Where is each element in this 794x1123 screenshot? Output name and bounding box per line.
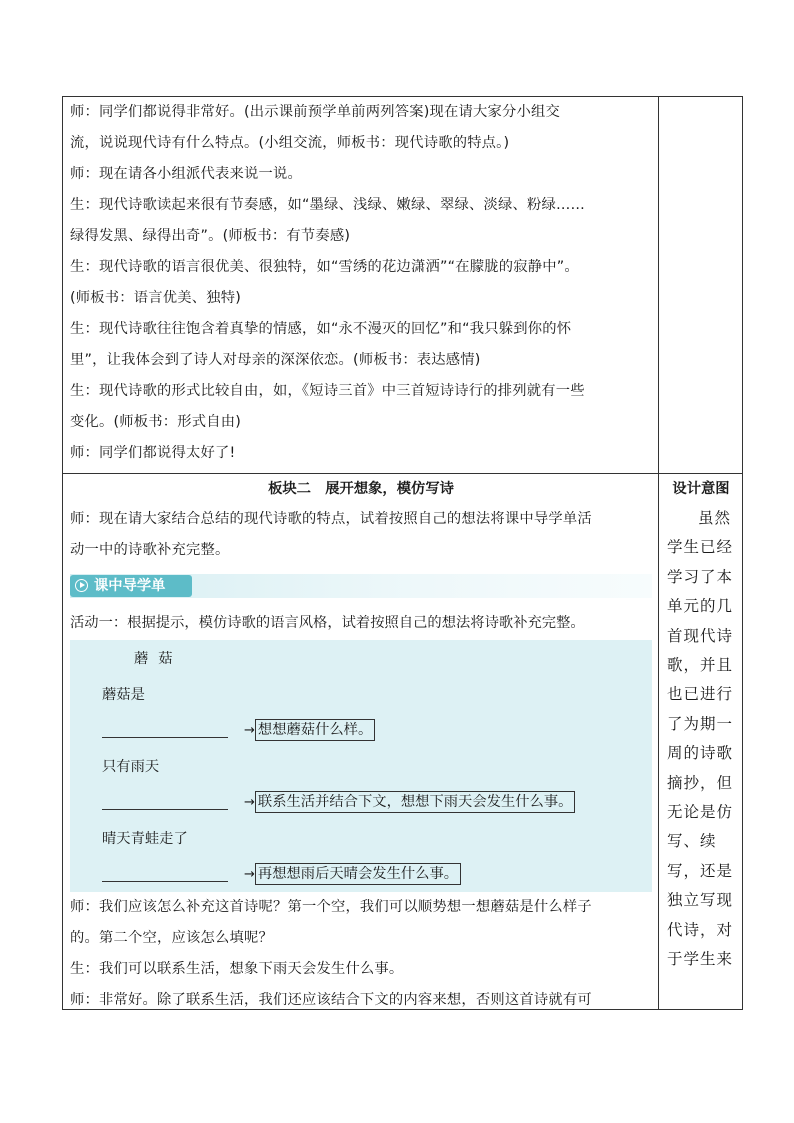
poem-line: 蘑菇是	[102, 687, 145, 703]
poem-line-row	[70, 820, 652, 856]
dialogue-line: 师：同学们都说得太好了!	[70, 445, 236, 461]
dialogue-line: 里”，让我体会到了诗人对母亲的深深依恋。(师板书：表达感情)	[70, 352, 481, 368]
guide-banner-label: 课中导学单	[94, 578, 166, 594]
dialogue-line: 师：同学们都说得非常好。(出示课前预学单前两列答案)现在请大家分小组交	[70, 104, 560, 120]
dialogue-line: 生：现代诗歌往往饱含着真挚的情感，如“永不漫灭的回忆”和“我只躲到你的怀	[70, 321, 572, 337]
fill-blank[interactable]	[102, 867, 228, 882]
poem-title-row	[70, 640, 652, 676]
dialogue-line: 师：非常好。除了联系生活，我们还应该结合下文的内容来想，否则这首诗就有可	[70, 992, 592, 1008]
dialogue-line: 师：现在请各小组派代表来说一说。	[70, 166, 302, 182]
dialogue-line: (师板书：语言优美、独特)	[70, 290, 242, 306]
poem-title: 蘑菇	[134, 651, 183, 667]
dialogue-line: 生：我们可以联系生活，想象下雨天会发生什么事。	[70, 961, 404, 977]
blank-row	[70, 784, 652, 820]
design-intent-text: 虽然学生已经学习了本单元的几首现代诗歌，并且也已进行了为期一周的诗歌摘抄，但无论是仿写、续写，还是独立写现代诗，对于学生来	[667, 509, 734, 969]
dialogue-line: 师：现在请大家结合总结的现代诗歌的特点，试着按照自己的想法将课中导学单活	[70, 511, 592, 527]
dialogue-line: 生：现代诗歌读起来很有节奏感，如“墨绿、浅绿、嫩绿、翠绿、淡绿、粉绿……	[70, 197, 585, 213]
dialogue-line: 绿得发黑、绿得出奇”。(师板书：有节奏感)	[70, 228, 351, 244]
design-intent-column	[659, 474, 743, 975]
dialogue-line: 变化。(师板书：形式自由)	[70, 414, 242, 430]
activity-instruction-text: 活动一：根据提示，模仿诗歌的语言风格，试着按照自己的想法将诗歌补充完整。	[70, 615, 585, 631]
hint-box: 再想想雨后天晴会发生什么事。	[255, 863, 461, 885]
dialogue-line: 生：现代诗歌的形式比较自由，如，《短诗三首》中三首短诗诗行的排列就有一些	[70, 383, 585, 399]
fill-blank[interactable]	[102, 795, 228, 810]
dialogue-line: 动一中的诗歌补充完整。	[70, 542, 230, 558]
arrow-icon: →	[244, 866, 255, 882]
guide-banner	[70, 574, 652, 598]
dialogue-line: 流，说说现代诗有什么特点。(小组交流，师板书：现代诗歌的特点。)	[70, 135, 510, 151]
blank-row	[70, 712, 652, 748]
dialogue-line: 生：现代诗歌的语言很优美、很独特，如“雪绣的花边潇洒”“在朦胧的寂静中”。	[70, 259, 579, 275]
section-title: 板块二 展开想象，模仿写诗	[268, 481, 454, 497]
guide-banner-tag	[70, 575, 192, 597]
poem-line: 只有雨天	[102, 759, 160, 775]
poem-line: 晴天青蛙走了	[102, 831, 188, 847]
poem-line-row	[70, 676, 652, 712]
arrow-icon: →	[244, 794, 255, 810]
activity-instruction	[70, 604, 652, 640]
blank-row	[70, 856, 652, 892]
lesson-table	[62, 96, 743, 1010]
dialogue-line: 的。第二个空，应该怎么填呢？	[70, 930, 273, 946]
design-intent-title: 设计意图	[672, 481, 730, 497]
arrow-icon: →	[244, 722, 255, 738]
upper-dialogue	[70, 97, 585, 469]
dialogue-line: 师：我们应该怎么补充这首诗呢？第一个空，我们可以顺势想一想蘑菇是什么样子	[70, 899, 592, 915]
hint-box: 想想蘑菇什么样。	[255, 719, 375, 741]
activity-one	[70, 604, 652, 892]
section-two	[70, 474, 652, 1016]
poem-line-row	[70, 748, 652, 784]
hint-box: 联系生活并结合下文，想想下雨天会发生什么事。	[255, 791, 576, 813]
fill-blank[interactable]	[102, 723, 228, 738]
play-icon	[75, 579, 88, 592]
